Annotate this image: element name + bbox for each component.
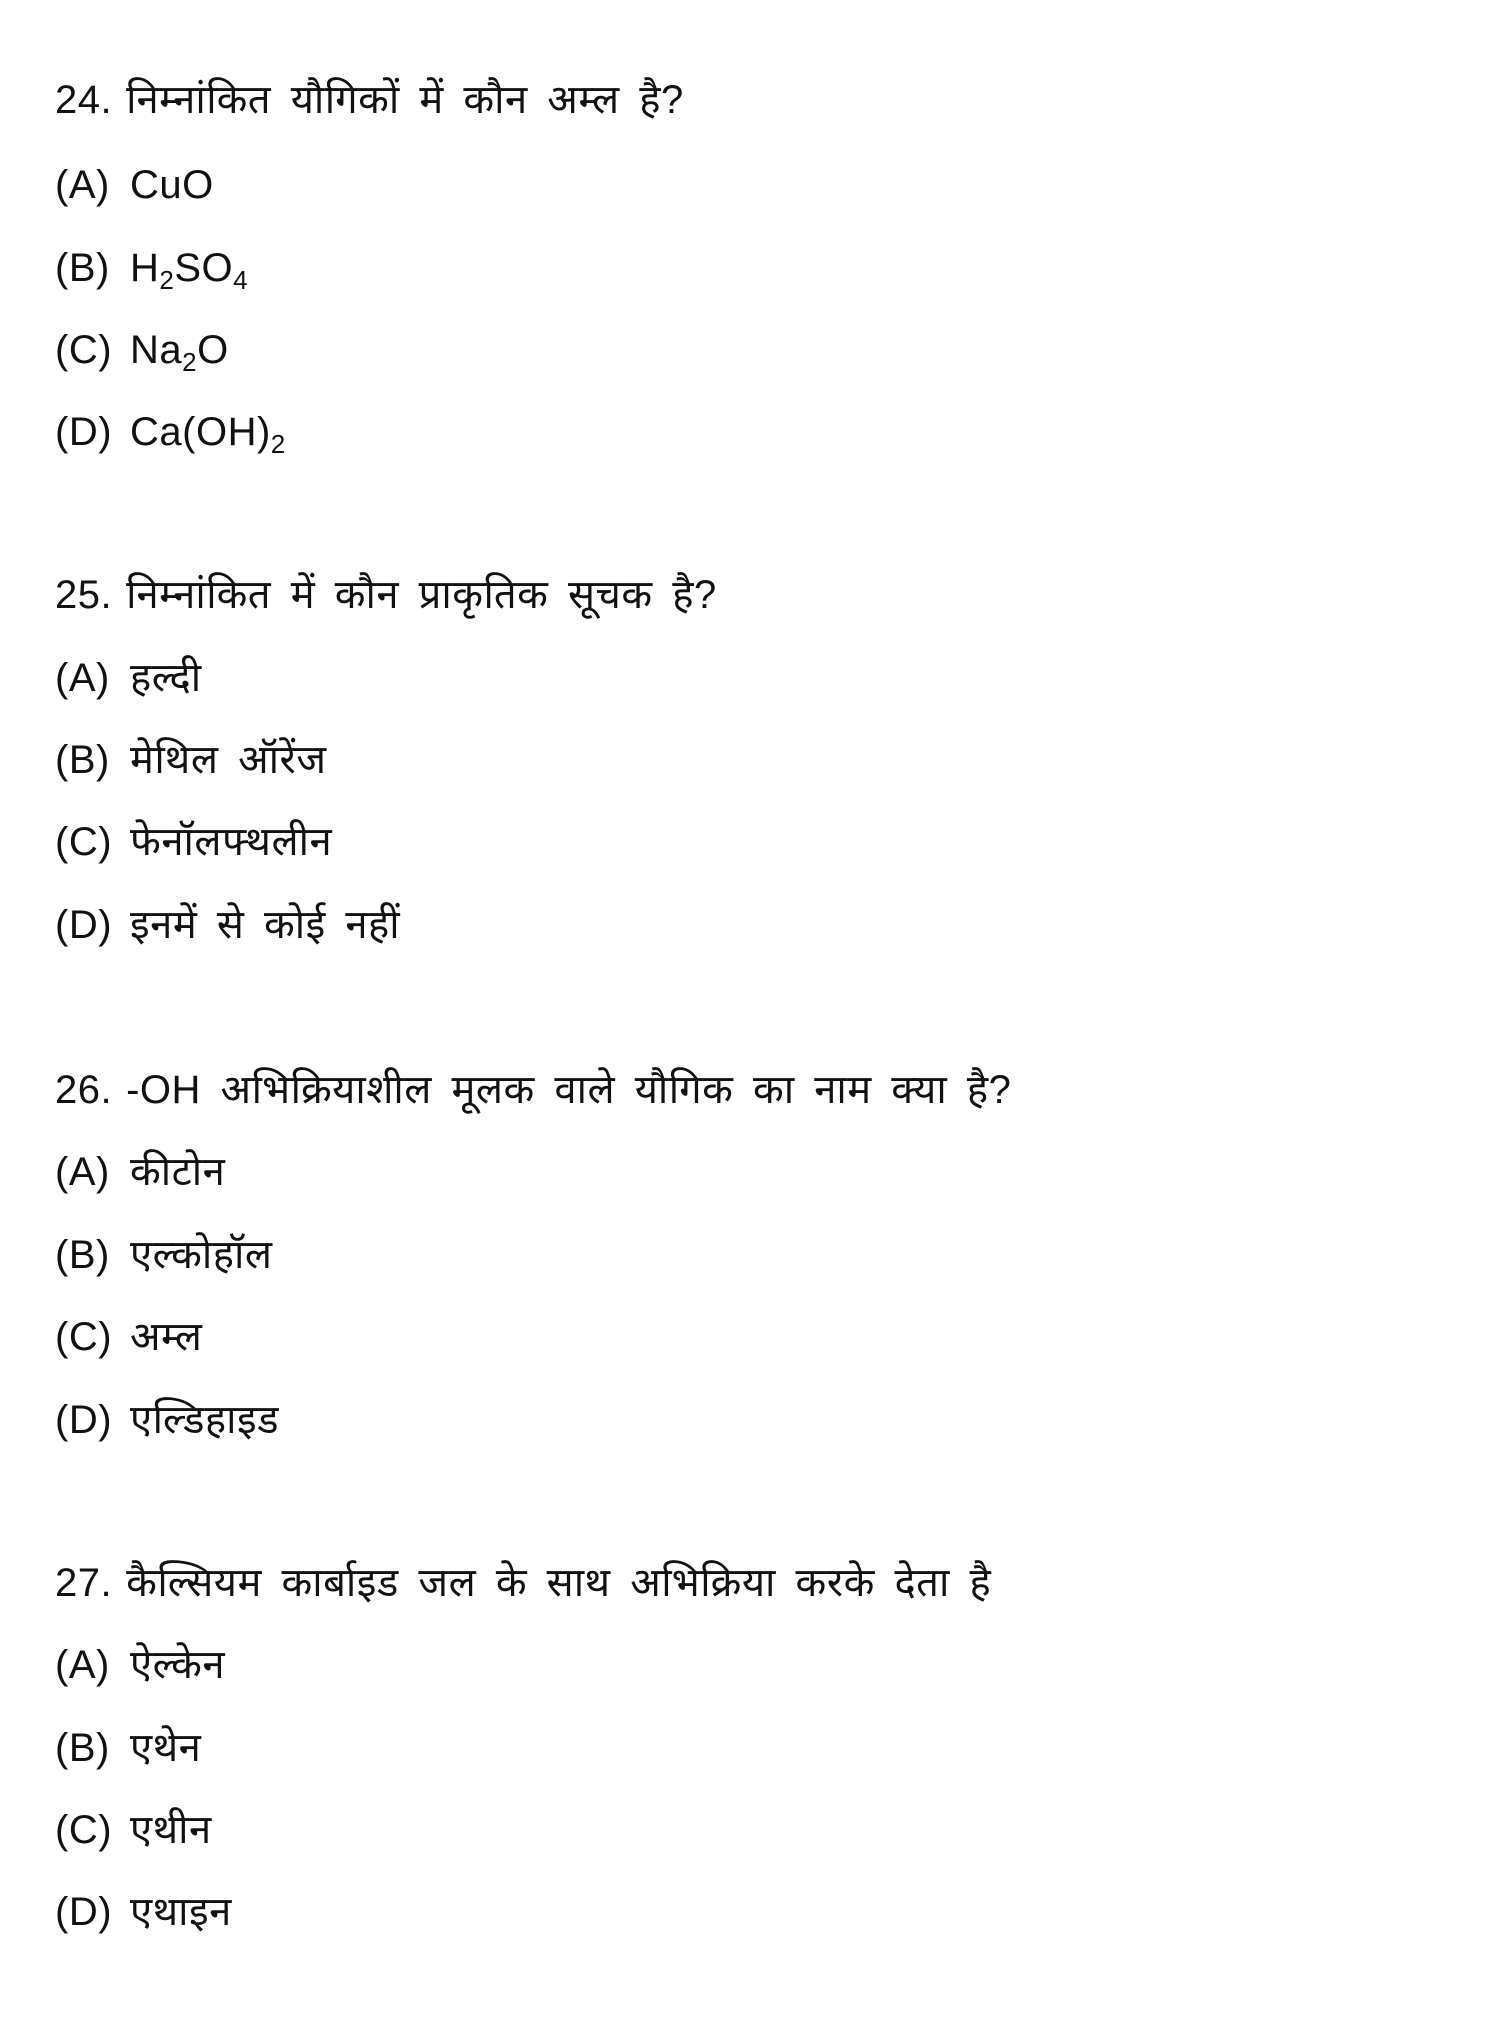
option-label: (C) — [55, 820, 113, 864]
question-number: 24. — [55, 78, 113, 122]
option-text: अम्ल — [130, 1315, 203, 1359]
option-text: ऐल्केन — [130, 1643, 226, 1687]
question-number: 25. — [55, 573, 113, 617]
question-number: 27. — [55, 1561, 113, 1605]
option-label: (B) — [55, 1233, 110, 1277]
option-d[interactable] — [55, 1882, 232, 1942]
question-text: निम्नांकित यौगिकों में कौन अम्ल है? — [126, 78, 684, 122]
option-label: (C) — [55, 1315, 113, 1359]
question-stem — [55, 565, 717, 625]
option-label: (A) — [55, 1643, 110, 1687]
option-text: एथीन — [130, 1808, 212, 1852]
option-a[interactable] — [55, 1635, 225, 1695]
question-stem — [55, 70, 684, 130]
question-text: -OH अभिक्रियाशील मूलक वाले यौगिक का नाम क्या है? — [126, 1068, 1012, 1112]
option-text: $Na_2O$ — [130, 328, 229, 377]
option-a[interactable] — [55, 155, 214, 215]
option-text: एल्डिहाइड — [130, 1398, 280, 1442]
option-b[interactable] — [55, 730, 327, 790]
question-stem — [55, 1060, 1011, 1120]
option-label: (D) — [55, 1890, 113, 1934]
option-label: (B) — [55, 246, 110, 290]
option-b[interactable] — [55, 1225, 272, 1285]
option-text: एथेन — [130, 1726, 202, 1770]
option-label: (D) — [55, 1398, 113, 1442]
option-label: (A) — [55, 656, 110, 700]
option-label: (D) — [55, 410, 113, 454]
question-number: 26. — [55, 1068, 113, 1112]
question-text: निम्नांकित में कौन प्राकृतिक सूचक है? — [126, 573, 717, 617]
question-stem — [55, 1553, 991, 1613]
option-c[interactable] — [55, 1307, 202, 1367]
option-b[interactable] — [55, 238, 248, 298]
option-text: $Ca(OH)_2$ — [130, 410, 286, 459]
option-a[interactable] — [55, 1142, 225, 1202]
option-text: कीटोन — [130, 1150, 226, 1194]
option-label: (A) — [55, 163, 110, 207]
option-b[interactable] — [55, 1718, 201, 1778]
option-text: इनमें से कोई नहीं — [130, 903, 401, 947]
option-d[interactable] — [55, 895, 400, 955]
option-text: CuO — [130, 163, 214, 207]
option-label: (B) — [55, 738, 110, 782]
option-label: (A) — [55, 1150, 110, 1194]
option-c[interactable] — [55, 1800, 212, 1860]
option-text: $H_2SO_4$ — [130, 246, 249, 295]
option-text: फेनॉलफ्थलीन — [130, 820, 333, 864]
option-label: (D) — [55, 903, 113, 947]
option-text: मेथिल ऑरेंज — [130, 738, 327, 782]
option-text: हल्दी — [130, 656, 202, 700]
option-c[interactable] — [55, 812, 332, 872]
option-d[interactable] — [55, 1390, 279, 1450]
option-text: एल्कोहॉल — [130, 1233, 273, 1277]
option-a[interactable] — [55, 648, 202, 708]
option-c[interactable] — [55, 320, 229, 380]
option-label: (C) — [55, 328, 113, 372]
question-text: कैल्सियम कार्बाइड जल के साथ अभिक्रिया करके देता है — [126, 1561, 992, 1605]
option-label: (C) — [55, 1808, 113, 1852]
option-label: (B) — [55, 1726, 110, 1770]
option-text: एथाइन — [130, 1890, 232, 1934]
option-d[interactable] — [55, 402, 286, 462]
